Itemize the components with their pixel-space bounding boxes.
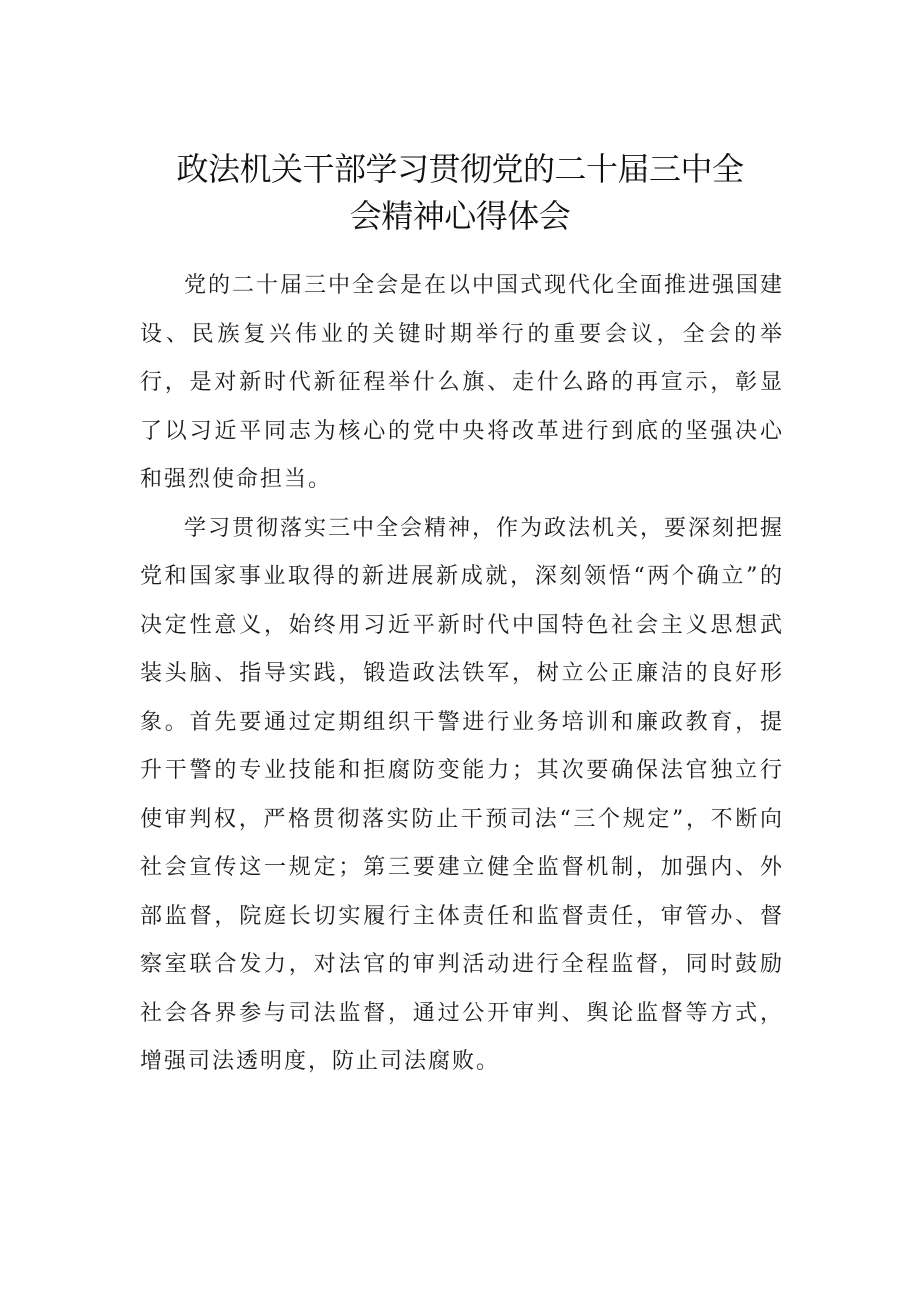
paragraph: 党的二十届三中全会是在以中国式现代化全面推进强国建设、民族复兴伟业的关键时期举行的重要会议，全会的举行，是对新时代新征程举什么旗、走什么路的再宣示，彰显了以习近平同志为核心的党中央将改革进行到底的坚强决心和强烈使命担当。: [140, 273, 785, 492]
document-title: [140, 146, 780, 240]
title-line-1: 政法机关干部学习贯彻党的二十届三中全: [176, 150, 744, 188]
document-body: [140, 262, 784, 1087]
paragraph: 学习贯彻落实三中全会精神，作为政法机关，要深刻把握党和国家事业取得的新进展新成就，深刻领悟“两个确立”的决定性意义，始终用习近平新时代中国特色社会主义思想武装头脑、指导实践，锻造政法铁军，树立公正廉洁的良好形象。首先要通过定期组织干警进行业务培训和廉政教育，提升干警的专业技能和拒腐防变能力；其次要确保法官独立行使审判权，严格贯彻落实防止干预司法“三个规定”，不断向社会宣传这一规定；第三要建立健全监督机制，加强内、外部监督，院庭长切实履行主体责任和监督责任，审管办、督察室联合发力，对法官的审判活动进行全程监督，同时鼓励社会各界参与司法监督，通过公开审判、舆论监督等方式，增强司法透明度，防止司法腐败。: [140, 515, 785, 1074]
title-line-2: 会精神心得体会: [349, 197, 571, 235]
